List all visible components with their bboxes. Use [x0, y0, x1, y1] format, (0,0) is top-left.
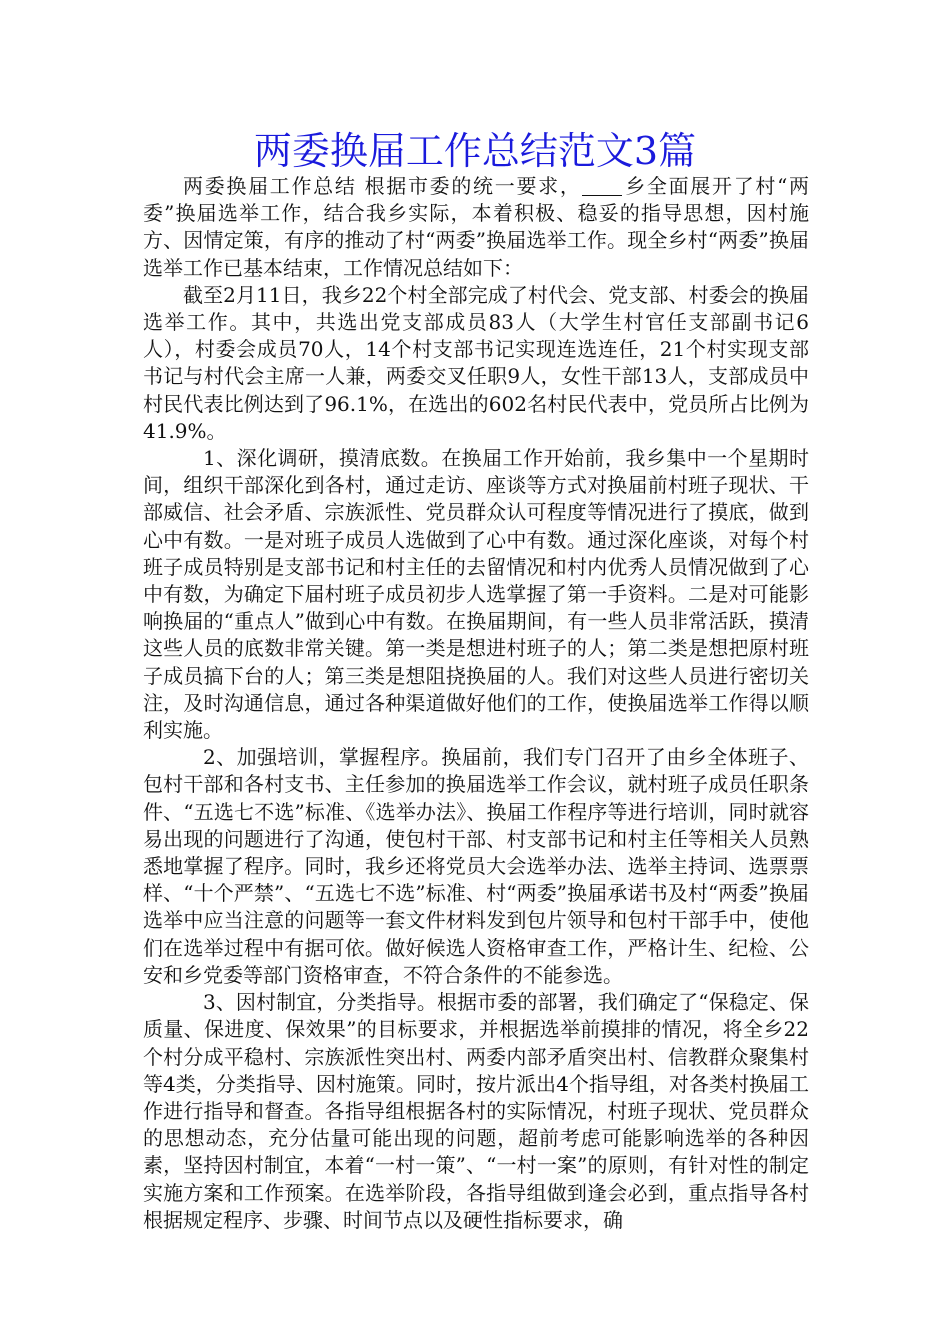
- document-title: 两委换届工作总结范文3篇: [253, 129, 697, 173]
- paragraph-section-1: 1、深化调研，摸清底数。在换届工作开始前，我乡集中一个星期时间，组织干部深化到各村，通过走访、座谈等方式对换届前村班子现状、干部威信、社会矛盾、宗族派性、党员群众认可程度等情况进行了摸底，做到心中有数。一是对班子成员人选做到了心中有数。通过深化座谈，对每个村班子成员特别是支部书记和村主任的去留情况和村内优秀人员情况做到了心中有数，为确定下届村班子成员初步人选掌握了第一手资料。二是对可能影响换届的“重点人”做到心中有数。在换届期间，有一些人员非常活跃，摸清这些人员的底数非常关键。第一类是想进村班子的人；第二类是想把原村班子成员搞下台的人；第三类是想阻挠换届的人。我们对这些人员进行密切关注，及时沟通信息，通过各种渠道做好他们的工作，使换届选举工作得以顺利实施。: [143, 446, 809, 743]
- paragraph-statistics: 截至2月11日，我乡22个村全部完成了村代会、党支部、村委会的换届选举工作。其中，共选出党支部成员83人（大学生村官任支部副书记6人），村委会成员70人，14个村支部书记实现连选连任，21个村实现支部书记与村代会主席一人兼，两委交叉任职9人，女性干部13人，支部成员中村民代表比例达到了96.1%，在选出的602名村民代表中，党员所占比例为41.9%。: [143, 282, 809, 443]
- paragraph-section-2: 2、加强培训，掌握程序。换届前，我们专门召开了由乡全体班子、包村干部和各村支书、主任参加的换届选举工作会议，就村班子成员任职条件、“五选七不选”标准、《选举办法》、换届工作程序等进行培训，同时就容易出现的问题进行了沟通，使包村干部、村支部书记和村主任等相关人员熟悉地掌握了程序。同时，我乡还将党员大会选举办法、选举主持词、选票票样、“十个严禁”、“五选七不选”标准、村“两委”换届承诺书及村“两委”换届选举中应当注意的问题等一套文件材料发到包片领导和包村干部手中，使他们在选举过程中有据可依。做好候选人资格审查工作，严格计生、纪检、公安和乡党委等部门资格审查，不符合条件的不能参选。: [143, 745, 809, 987]
- blank-underline: [582, 175, 622, 196]
- paragraph-intro-rest: 乡全面展开了村“两委”换届选举工作，结合我乡实际，本着积极、稳妥的指导思想，因村施方、因情定策，有序的推动了村“两委”换届选举工作。现全乡村“两委”换届选举工作已基本结束，工作情况总结如下：: [143, 174, 809, 280]
- document-body: [143, 173, 809, 1234]
- paragraph-section-3: 3、因村制宜，分类指导。根据市委的部署，我们确定了“保稳定、保质量、保进度、保效果”的目标要求，并根据选举前摸排的情况，将全乡22个村分成平稳村、宗族派性突出村、两委内部矛盾突出村、信教群众聚集村等4类，分类指导、因村施策。同时，按片派出4个指导组，对各类村换届工作进行指导和督查。各指导组根据各村的实际情况，村班子现状、党员群众的思想动态，充分估量可能出现的问题，超前考虑可能影响选举的各种因素，坚持因村制宜，本着“一村一策”、“一村一案”的原则，有针对性的制定实施方案和工作预案。在选举阶段，各指导组做到逢会必到，重点指导各村根据规定程序、步骤、时间节点以及硬性指标要求，确: [143, 990, 809, 1232]
- paragraph-intro: [143, 173, 809, 282]
- paragraph-intro-lead: 两委换届工作总结 根据市委的统一要求，: [183, 174, 582, 198]
